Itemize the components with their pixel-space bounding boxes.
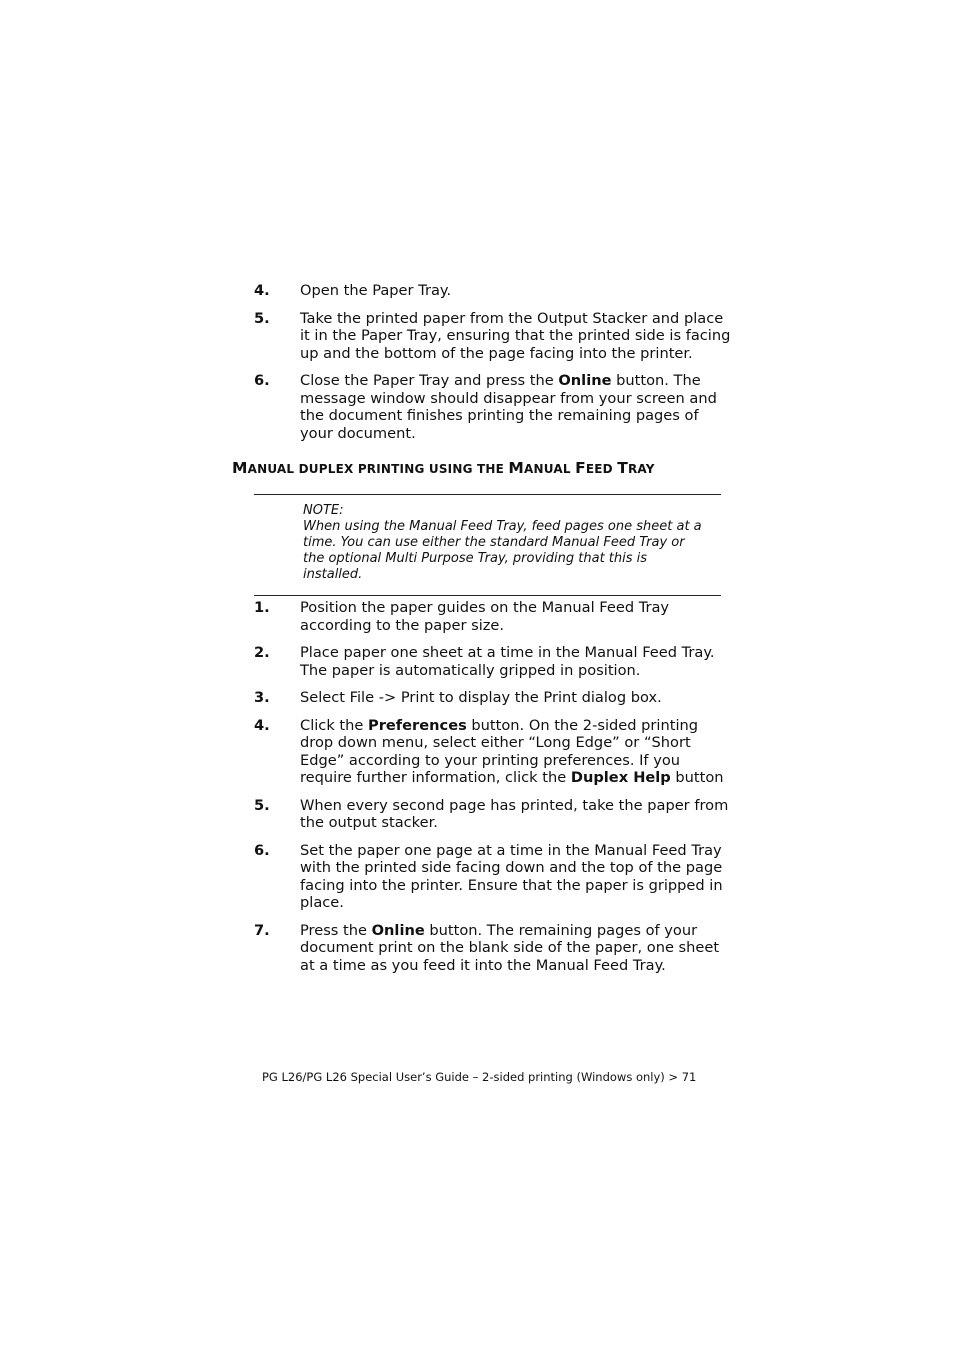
step-4 <box>254 282 734 300</box>
step-number: 4. <box>254 716 270 734</box>
note-label: NOTE: <box>303 503 344 518</box>
online-button-label: Online <box>558 372 612 389</box>
note-box <box>254 494 721 596</box>
step-number: 3. <box>254 689 270 706</box>
step-text: Close the Paper Tray and press the Online button. The message window should disappear from your screen and the document finishes printing the remaining pages of your document. <box>300 372 717 442</box>
step-number: 6. <box>254 841 270 859</box>
step-text: Set the paper one page at a time in the Manual Feed Tray with the printed side facing down and the top of the page facing into the printer. Ensure that the paper is gripped in place. <box>300 841 723 911</box>
step-number: 2. <box>254 644 270 661</box>
duplex-help-button-label: Duplex Help <box>570 769 671 786</box>
step-1 <box>254 599 734 634</box>
step-text: Position the paper guides on the Manual Feed Tray according to the paper size. <box>300 599 670 634</box>
step-text: Take the printed paper from the Output Stacker and place it in the Paper Tray, ensuring that the printed side is facing up and the bottom of the page facing into the printer. <box>300 309 731 362</box>
step-text: Select File -> Print to display the Print dialog box. <box>300 689 662 706</box>
step-5 <box>254 310 734 363</box>
step-number: 5. <box>254 309 270 327</box>
section-heading: MANUAL DUPLEX PRINTING USING THE MANUAL FEED TRAY <box>232 459 655 477</box>
step-number: 1. <box>254 599 270 616</box>
step-text: Click the Preferences button. On the 2-sided printing drop down menu, select either “Long Edge” or “Short Edge” according to your printing preferences. If you require further information, click the Duplex Help button <box>300 716 724 786</box>
page-footer: PG L26/PG L26 Special User’s Guide – 2-sided printing (Windows only) > 71 <box>262 1070 697 1084</box>
step-text: Press the Online button. The remaining pages of your document print on the blank side of the paper, one sheet at a time as you feed it into the Manual Feed Tray. <box>300 921 720 974</box>
step-3 <box>254 689 734 707</box>
step-number: 4. <box>254 282 270 299</box>
note-line: installed. <box>303 567 363 582</box>
preferences-button-label: Preferences <box>368 716 467 734</box>
step-4 <box>254 717 734 787</box>
steps-list-top <box>254 282 734 452</box>
step-text: When every second page has printed, take the paper from the output stacker. <box>300 796 729 831</box>
step-6 <box>254 372 734 442</box>
step-2 <box>254 644 734 679</box>
note-line: time. You can use either the standard Manual Feed Tray or <box>303 535 685 550</box>
step-6 <box>254 842 734 912</box>
step-5 <box>254 797 734 832</box>
note-line: the optional Multi Purpose Tray, providing that this is <box>303 551 648 566</box>
step-text: Place paper one sheet at a time in the Manual Feed Tray. The paper is automatically gripped in position. <box>300 644 715 679</box>
step-number: 6. <box>254 372 270 389</box>
note-line: When using the Manual Feed Tray, feed pages one sheet at a <box>303 519 702 534</box>
step-number: 7. <box>254 921 270 939</box>
step-text: Open the Paper Tray. <box>300 282 452 299</box>
step-7 <box>254 922 734 975</box>
step-number: 5. <box>254 796 270 814</box>
steps-list-bottom <box>254 599 734 984</box>
online-button-label: Online <box>371 921 425 939</box>
